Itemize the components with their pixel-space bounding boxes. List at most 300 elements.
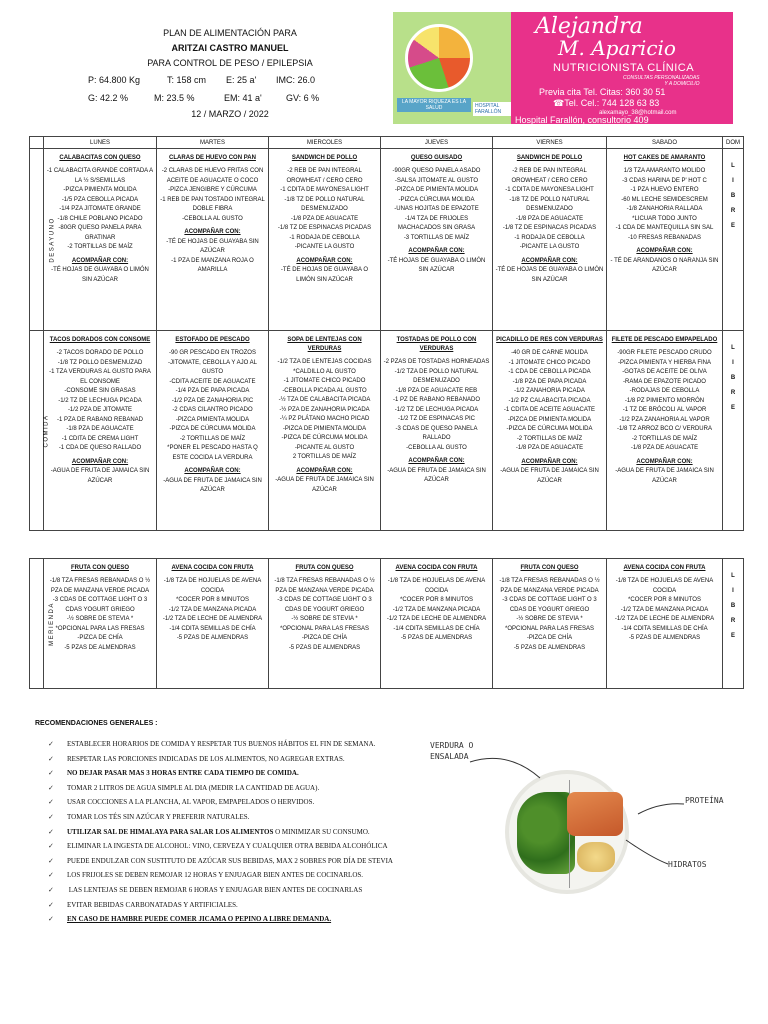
libre-letter: E (730, 223, 735, 229)
recommendation-item (48, 913, 478, 928)
stat-imc: IMC: 26.0 (276, 75, 316, 85)
dish-name: PICADILLO DE RES CON VERDURAS (496, 337, 603, 343)
meal-cell (157, 331, 269, 531)
ingredient-item: -5 PZAS DE ALMENDRAS (628, 635, 701, 641)
ingredient-item: -2 TORTILLAS DE MAÍZ (179, 435, 246, 442)
ingredient-item: -1/2 TZA DE MANZANA PICADA (620, 606, 709, 613)
ingredient-item: -2 CDAS CILANTRO PICADO (172, 407, 253, 413)
ingredient-item: -2 TORTILLAS DE MAÍZ (631, 435, 698, 442)
meal-row-desayuno (30, 149, 744, 331)
meal-cell (269, 149, 381, 331)
ingredient-item: -1/8 CHILE POBLANO PICADO (57, 215, 143, 222)
ingredient-item: -5 PZAS DE ALMENDRAS (513, 644, 586, 651)
ingredient-item: -1 CDA DE QUESO RALLADO (58, 445, 142, 451)
meal-cell (381, 149, 493, 331)
dish-name: TOSTADAS DE POLLO CON VERDURAS (396, 337, 477, 352)
meal-cell (493, 559, 607, 689)
logo-email: alexamayo_38@hotmail.com (599, 110, 677, 116)
ingredient-item: -SALSA JITOMATE AL GUSTO (394, 177, 479, 184)
libre-letter: E (730, 633, 735, 639)
ingredient-item: -1 REB DE PAN TOSTADO INTEGRAL DOBLE FIBRA (160, 196, 265, 212)
ingredient-item: -PIZCA DE CHÍA (526, 635, 573, 641)
recommendation-text: ELIMINAR LA INGESTA DE ALCOHOL: VINO, CERVEZA Y CUALQUIER OTRA BEBIDA ALCOHÓLICA (67, 842, 388, 851)
ingredient-item: -PIZCA DE CÚRCUMA MOLIDA (281, 435, 368, 441)
recommendation-item (48, 796, 478, 811)
day-header-row (30, 137, 744, 149)
dish-name: SOPA DE LENTEJAS CON VERDURAS (287, 337, 362, 352)
dish-name: FILETE DE PESCADO EMPAPELADO (611, 337, 718, 343)
libre-letter: I (732, 360, 734, 366)
ingredient-item: -1/2 TZA DE LECHE DE ALMENDRA (162, 616, 263, 622)
ingredient-item: -2 REB DE PAN INTEGRAL OROWHEAT / CERO CERO (286, 168, 363, 184)
recommendation-item (48, 840, 478, 855)
ingredient-item: -1/8 TZA FRESAS REBANADAS O ½ PZA DE MANZANA VERDE PICADA (499, 578, 600, 594)
libre-letter: I (732, 178, 734, 184)
recommendation-item (48, 753, 478, 768)
ingredient-item: -PIZCA DE CHÍA (77, 635, 123, 641)
ingredient-item: -10 FRESAS REBANADAS (627, 234, 702, 241)
ingredient-item: -40 GR DE CARNE MOLIDA (511, 350, 588, 356)
ingredient-item: -1 CDITA DE MAYONESA LIGHT (505, 187, 594, 193)
libre-letter: B (730, 375, 736, 381)
ingredient-item: -2 CLARAS DE HUEVO FRITAS CON ACEITE DE AGUACATE O COCO (161, 168, 264, 184)
meal-cell (381, 559, 493, 689)
meal-cell (607, 559, 723, 689)
meal-cell (44, 331, 157, 531)
recommendation-item (48, 869, 478, 884)
logo-title: NUTRICIONISTA CLÍNICA (553, 62, 695, 74)
stat-age: E: 25 a' (226, 75, 257, 85)
accompaniment-text: -AGUA DE FRUTA DE JAMAICA SIN AZÚCAR (387, 467, 486, 483)
meal-cell (44, 149, 157, 331)
ingredient-item: -1 CALABACITA GRANDE CORTADA A LA ½ S/SEMILLAS (46, 168, 154, 184)
ingredient-item: -1/8 TZA DE HOJUELAS DE AVENA COCIDA (387, 578, 486, 594)
label-carbs: HIDRATOS (668, 860, 707, 869)
ingredient-item: -1 CDITA DE CREMA LIGHT (61, 435, 139, 442)
meal-cell (269, 331, 381, 531)
ingredient-item: -1/5 PZA CEBOLLA PICADA (61, 196, 139, 203)
accompaniment-text: - TÉ DE ARANDANOS O NARANJA SIN AZÚCAR (610, 257, 719, 273)
ingredient-item: -1 CDA DE MANTEQUILLA SIN SAL (615, 225, 714, 231)
meal-label-text: DESAYUNO (49, 216, 56, 263)
ingredient-item: -1/2 TZA DE POLLO NATURAL DESMENUZADO (394, 368, 479, 384)
recommendation-text: NO DEJAR PASAR MAS 3 HORAS ENTRE CADA TIEMPO DE COMIDA. (67, 769, 299, 778)
ingredient-item: -1/2 PZA DE JITOMATE (67, 407, 133, 413)
accompaniment-text: -TÉ HOJAS DE GUAYABA O LIMÓN SIN AZÚCAR (387, 257, 486, 273)
recommendation-text: LAS LENTEJAS SE DEBEN REMOJAR 6 HORAS Y ENJUAGAR BIEN ANTES DE COCINARLAS (67, 885, 363, 894)
ingredient-item: -3 CDAS DE COTTAGE LIGHT O 3 CDAS DE YOGURT GRIEGO (277, 597, 372, 613)
dish-name: FRUTA CON QUESO (71, 565, 129, 571)
arrow-carbs-icon (622, 838, 672, 868)
dish-name: HOT CAKES DE AMARANTO (623, 155, 706, 161)
check-icon: ✓ (48, 885, 54, 894)
nutritionist-logo (393, 12, 733, 124)
ingredient-item: 2 TORTILLAS DE MAÍZ (292, 454, 357, 460)
accompaniment-label: ACOMPAÑAR CON: (296, 257, 353, 264)
accompaniment-text: -AGUA DE FRUTA DE JAMAICA SIN AZÚCAR (500, 468, 599, 484)
ingredient-item: -CEBOLLA AL GUSTO (406, 444, 467, 451)
ingredient-item: -1/2 TZA DE MANZANA PICADA (168, 606, 257, 613)
ingredient-item: -PICANTE LA GUSTO (294, 244, 355, 250)
ingredient-item: -PIZCA CÚRCUMA MOLIDA (398, 196, 475, 203)
recommendation-text: LOS FRIJOLES SE DEBEN REMOJAR 12 HORAS Y ENJUAGAR BIEN ANTES DE COCINARLOS. (67, 871, 364, 880)
stat-metabolic-age: EM: 41 a' (224, 93, 262, 103)
dish-name: AVENA COCIDA CON FRUTA (171, 565, 254, 571)
ingredient-item: -JITOMATE, CEBOLLA Y AJO AL GUSTO (168, 359, 257, 375)
check-icon: ✓ (48, 856, 54, 865)
meal-row-comida (30, 331, 744, 531)
dish-name: CALABACITAS CON QUESO (59, 155, 141, 161)
ingredient-item: -90GR QUESO PANELA ASADO (392, 168, 481, 174)
day-saturday: SABADO (607, 137, 723, 149)
ingredient-item: -PIZCA DE CHÍA (301, 635, 348, 641)
meal-label (30, 149, 56, 331)
dish-name: TACOS DORADOS CON CONSOME (49, 337, 151, 343)
ingredient-item: -½ PZA DE ZANAHORIA PICADA (279, 406, 370, 413)
arrow-vegetables-icon (468, 748, 568, 788)
recommendation-text-rest: O MINIMIZAR SU CONSUMO. (273, 827, 370, 836)
day-monday: LUNES (44, 137, 157, 149)
ingredient-item: -1 TZA VERDURAS AL GUSTO PARA EL CONSOME (49, 369, 151, 385)
recommendation-text: PUEDE ENDULZAR CON SUSTITUTO DE AZÚCAR SUS BEBIDAS, MAX 2 SOBRES POR DÍA DE STEVIA (67, 856, 393, 865)
accompaniment-label: ACOMPAÑAR CON: (408, 458, 465, 464)
meal-cell (44, 559, 157, 689)
ingredient-item: -PIZCA DE CÚRCUMA MOLIDA (506, 426, 593, 432)
stat-muscle: M: 23.5 % (154, 93, 195, 103)
ingredient-item: -CDITA ACEITE DE AGUACATE (169, 378, 256, 385)
ingredient-item: -1/8 TZ POLLO DESMENUZAD (57, 359, 143, 366)
check-icon: ✓ (48, 842, 54, 851)
ingredient-item: *PONER EL PESCADO HASTA Q ESTE COCIDA LA VERDURA (167, 445, 258, 461)
ingredient-item: -2 REB DE PAN INTEGRAL OROWHEAT / CERO CERO (511, 168, 588, 184)
recommendation-text: TOMAR LOS TÉS SIN AZÚCAR Y PREFERIR NATURALES. (67, 812, 250, 821)
day-tuesday: MARTES (157, 137, 269, 149)
dish-name: FRUTA CON QUESO (520, 565, 579, 571)
meal-plan-table (29, 136, 744, 531)
ingredient-item: -3 CDAS HARINA DE P' HOT C (622, 177, 707, 184)
accompaniment-text: -AGUA DE FRUTA DE JAMAICA SIN AZÚCAR (163, 477, 262, 493)
ingredient-item: -PIZCA JENGIBRE Y CÚRCUMA (168, 187, 257, 193)
ingredient-item: -1/8 TZ DE POLLO NATURAL DESMENUZADO (284, 196, 365, 212)
logo-name-first: Alejandra (535, 14, 643, 39)
ingredient-item: -2 PZAS DE TOSTADAS HORNEADAS (383, 359, 490, 365)
ingredient-item: -GOTAS DE ACEITE DE OLIVA (622, 369, 707, 375)
ingredient-item: -UNAS HOJITAS DE EPAZOTE (394, 206, 479, 212)
ingredient-item: -1/8 PZA DE AGUACATE (515, 445, 584, 451)
ingredient-item: *OPCIONAL PARA LAS FRESAS (279, 625, 370, 632)
logo-subtitle (623, 75, 700, 87)
ingredient-item: -1/2 PZA ZANAHORIA AL VAPOR (619, 416, 710, 423)
libre-letter: B (730, 603, 736, 609)
accompaniment-label: ACOMPAÑAR CON: (521, 458, 578, 465)
libre-letter: B (730, 193, 736, 199)
ingredient-item: -1 PZA HUEVO ENTERO (630, 187, 699, 193)
ingredient-item: -PIZCA PIMIENTA MOLIDA (63, 187, 137, 193)
ingredient-item: -1 RODAJA DE CEBOLLA (514, 234, 585, 241)
plan-date: 12 / MARZO / 2022 (191, 109, 269, 119)
check-icon: ✓ (48, 740, 54, 748)
meal-label (30, 559, 55, 689)
accompaniment-label: ACOMPAÑAR CON: (521, 257, 578, 264)
accompaniment-label: ACOMPAÑAR CON: (636, 248, 693, 254)
libre-letter: R (730, 390, 736, 396)
ingredient-item: -1/2 TZ DE ESPINACAS PIC (398, 416, 475, 422)
accompaniment-label: ACOMPAÑAR CON: (71, 458, 129, 465)
ingredient-item: -RODAJAS DE CEBOLLA (629, 388, 700, 394)
ingredient-item: -1/4 PZA DE PAPA PICADA (175, 388, 250, 394)
ingredient-item: -PIZCA DE PIMIENTA MOLIDA (282, 425, 367, 432)
ingredient-item: *COCER POR 8 MINUTOS (628, 597, 701, 603)
ingredient-item: -1/2 TZ DE LECHUGA PICADA (58, 397, 142, 404)
day-friday: VIERNES (493, 137, 607, 149)
accompaniment-label: ACOMPAÑAR CON: (296, 467, 353, 474)
dish-name: FRUTA CON QUESO (295, 565, 354, 571)
ingredient-item: -1/2 ZANAHORIA PICADA (514, 388, 585, 394)
recommendation-item (48, 826, 478, 841)
ingredient-item: -1/8 TZA FRESAS REBANADAS O ½ PZA DE MANZANA VERDE PICADA (274, 578, 375, 594)
ingredient-item: -5 PZAS DE ALMENDRAS (288, 644, 361, 651)
dish-name: AVENA COCIDA CON FRUTA (623, 565, 706, 571)
check-icon: ✓ (48, 812, 54, 821)
recommendation-item (48, 782, 478, 797)
ingredient-item: -PIZCA PIMIENTA Y HIERBA FINA (617, 359, 712, 366)
ingredient-item: -1/8 PZA DE AGUACATE (290, 215, 359, 222)
recommendation-item (48, 767, 478, 782)
label-vegetables: VERDURA O ENSALADA (430, 741, 474, 761)
day-thursday: JUEVES (381, 137, 493, 149)
ingredient-item: -1/8 PZA DE AGUACATE (630, 445, 699, 451)
libre-letter: I (732, 588, 734, 594)
accompaniment-label: ACOMPAÑAR CON: (636, 458, 693, 465)
ingredient-item: -1 JITOMATE CHICO PICADO (283, 378, 366, 384)
ingredient-item: -1/8 PZ PIMIENTO MORRÓN (624, 397, 705, 404)
recommendation-text: USAR COCCIONES A LA PLANCHA, AL VAPOR, EMPAPELADOS O HERVIDOS. (67, 798, 315, 807)
meal-label (30, 331, 50, 531)
accompaniment-text: -TÉ DE HOJAS DE GUAYABA O LIMÓN SIN AZÚCAR (495, 267, 604, 283)
ingredient-item: -1/2 PZ CALABACITA PICADA (508, 397, 591, 404)
logo-food-image (393, 12, 511, 124)
ingredient-item: -CONSOME SIN GRASAS (64, 388, 136, 394)
ingredient-item: -3 CDAS DE COTTAGE LIGHT O 3 CDAS YOGURT GRIEGO (52, 597, 148, 613)
ingredient-item: -1/8 TZA DE HOJUELAS DE AVENA COCIDA (163, 578, 262, 594)
stat-fat: G: 42.2 % (88, 93, 129, 103)
carbs-portion (577, 842, 615, 872)
meal-cell (269, 559, 381, 689)
ingredient-item: -¼ PZ PLÁTANO MACHO PICAD (279, 416, 370, 422)
recommendations-list (48, 738, 478, 928)
accompaniment-text: -TÉ DE HOJAS DE GUAYABA O LIMÓN SIN AZÚCAR (280, 267, 369, 283)
arrow-protein-icon (636, 800, 686, 820)
ingredient-item: -60 ML LECHE SEMIDESCREM (621, 196, 708, 203)
recommendation-item (48, 884, 478, 899)
check-icon: ✓ (48, 798, 54, 807)
accompaniment-text: -AGUA DE FRUTA DE JAMAICA SIN AZÚCAR (50, 468, 150, 484)
meal-cell (381, 331, 493, 531)
ingredient-item: -5 PZAS DE ALMENDRAS (64, 644, 136, 651)
plan-purpose: PARA CONTROL DE PESO / EPILEPSIA (147, 58, 313, 68)
ingredient-item: -1/2 TZA DE LECHE DE ALMENDRA (386, 616, 487, 622)
ingredient-item: -5 PZAS DE ALMENDRAS (400, 635, 473, 641)
check-icon: ✓ (48, 754, 54, 763)
recommendation-text: TOMAR 2 LITROS DE AGUA SIMPLE AL DIA (MEDIR LA CANTIDAD DE AGUA). (67, 783, 320, 792)
dish-name: QUESO GUISADO (410, 155, 463, 161)
ingredient-item: -RAMA DE EPAZOTE PICADO (623, 378, 706, 385)
plate-illustration (505, 770, 629, 894)
recommendation-item (48, 738, 478, 753)
recommendation-item (48, 899, 478, 914)
ingredient-item: *COCER POR 8 MINUTOS (400, 597, 473, 603)
ingredient-item: -½ SOBRE DE STEVIA * (291, 616, 358, 622)
ingredient-item: -1 CDA DE CEBOLLA PICADA (508, 369, 591, 375)
day-wednesday: MIERCOLES (269, 137, 381, 149)
ingredient-item: -1/4 CDITA SEMILLAS DE CHÍA (393, 625, 480, 632)
meal-row-merienda (30, 559, 744, 689)
accompaniment-label: ACOMPAÑAR CON: (71, 257, 129, 264)
ingredient-item: -1 CDITA DE ACEITE AGUACATE (503, 407, 596, 413)
check-icon: ✓ (48, 769, 54, 778)
plan-header (60, 26, 400, 71)
ingredient-item: -1/8 TZA FRESAS REBANADAS O ½ PZA DE MANZANA VERDE PICADA (49, 578, 151, 594)
ingredient-item: -1/4 CDITA SEMILLAS DE CHÍA (169, 625, 256, 632)
ingredient-item: -1/8 TZA DE HOJUELAS DE AVENA COCIDA (615, 578, 714, 594)
recommendation-item (48, 855, 478, 870)
recommendation-text: EN CASO DE HAMBRE PUEDE COMER JICAMA O PEPINO A LIBRE DEMANDA. (67, 915, 332, 924)
ingredient-item: -1 JITOMATE CHICO PICADO (508, 359, 591, 366)
stat-weight: P: 64.800 Kg (88, 75, 141, 85)
dish-name: AVENA COCIDA CON FRUTA (395, 565, 478, 571)
libre-letter: E (730, 405, 735, 411)
logo-phone: ☎Tel. Cel.: 744 128 63 83 (553, 98, 660, 108)
day-sunday: DOM (723, 137, 744, 149)
accompaniment-text: -TÉ DE HOJAS DE GUAYABA SIN AZÚCAR -1 PZA DE MANZANA ROJA O AMARILLA (166, 238, 259, 273)
corner-cell (30, 137, 44, 149)
logo-tagline: LA MAYOR RIQUEZA ES LA SALUD (397, 98, 471, 112)
ingredient-item: -1/8 PZA DE PAPA PICADA (512, 378, 587, 385)
ingredient-item: -PIZCA PIMIENTA MOLIDA (175, 416, 250, 423)
accompaniment-label: ACOMPAÑAR CON: (184, 468, 241, 474)
logo-address: Hospital Farallón, consultorio 409 (515, 115, 649, 124)
ingredient-item: -PIZCA DE PIMIENTA MOLIDA (507, 416, 592, 423)
logo-name-last: M. Aparicio (558, 36, 676, 60)
ingredient-item: -1/8 TZ ARROZ BCO C/ VERDURA (617, 426, 712, 432)
ingredient-item: -PIZCA DE CÚRCUMA MOLIDA (169, 426, 256, 432)
ingredient-item: -1/2 TZA DE LECHE DE ALMENDRA (614, 616, 715, 622)
patient-name: ARITZAI CASTRO MANUEL (171, 43, 289, 53)
ingredient-item: -1/8 PZA DE AGUACATE (515, 215, 584, 222)
meal-cell (607, 331, 723, 531)
sunday-free-cell (723, 559, 744, 689)
recommendation-text: ESTABLECER HORARIOS DE COMIDA Y RESPETAR TUS BUENOS HÁBITOS EL FIN DE SEMANA. (67, 740, 376, 748)
ingredient-item: -1 PZ DE RABANO REBANADO (392, 397, 481, 403)
snack-table (29, 558, 744, 689)
ingredient-item: -80GR QUESO PANELA PARA GRATINAR (58, 225, 142, 241)
stat-height: T: 158 cm (167, 75, 207, 85)
ingredient-item: -1/4 CDITA SEMILLAS DE CHÍA (621, 625, 708, 632)
ingredient-item: -1/2 PZA DE ZANAHORIA PIC (171, 397, 254, 404)
food-plate-icon (405, 24, 473, 92)
libre-letter: R (730, 618, 736, 624)
ingredient-item: -1/2 TZA DE MANZANA PICADA (392, 606, 481, 613)
ingredient-item: -1 RODAJA DE CEBOLLA (289, 234, 360, 241)
sunday-free-cell (723, 149, 744, 331)
label-protein: PROTEÍNA (685, 796, 724, 805)
ingredient-item: -PICANTE LA GUSTO (519, 244, 580, 250)
logo-subtitle-1: CONSULTAS PERSONALIZADAS (623, 75, 700, 81)
ingredient-item: -½ SOBRE DE STEVIA * (516, 616, 583, 622)
ingredient-item: -½ TZA DE CALABACITA PICADA (278, 397, 371, 403)
dish-name: SANDWICH DE POLLO (516, 155, 583, 161)
ingredient-item: -1 CDITA DE MAYONESA LIGHT (280, 187, 369, 193)
ingredient-item: -PIZCA DE PIMIENTA MOLIDA (394, 187, 479, 193)
libre-letter: L (731, 163, 735, 169)
dish-name: ESTOFADO DE PESCADO (175, 337, 250, 343)
ingredient-item: -1/8 TZ DE ESPINACAS PICADAS (502, 225, 597, 231)
ingredient-item: -1/8 TZ DE POLLO NATURAL DESMENUZADO (509, 196, 590, 212)
ingredient-item: *OPCIONAL PARA LAS FRESAS (504, 625, 595, 632)
protein-portion (567, 792, 623, 836)
ingredient-item: -90GR FILETE PESCADO CRUDO (617, 350, 712, 356)
check-icon: ✓ (48, 827, 54, 836)
ingredient-item: *COCER POR 8 MINUTOS (176, 597, 249, 603)
meal-cell (493, 149, 607, 331)
ingredient-item: -2 TACOS DORADO DE POLLO (56, 350, 144, 356)
accompaniment-label: ACOMPAÑAR CON: (184, 229, 241, 235)
meal-cell (493, 331, 607, 531)
ingredient-item: -½ SOBRE DE STEVIA * (66, 616, 134, 622)
ingredient-item: -3 TORTILLAS DE MAÍZ (403, 234, 470, 241)
libre-letter: R (730, 208, 736, 214)
ingredient-item: -1/4 PZA JITOMATE GRANDE (59, 206, 141, 212)
ingredient-item: 1/3 TZA AMARANTO MOLIDO (623, 168, 706, 174)
stat-visceral-fat: GV: 6 % (286, 93, 320, 103)
plan-title: PLAN DE ALIMENTACIÓN PARA (163, 28, 297, 38)
sunday-free-cell (723, 331, 744, 531)
ingredient-item: -PICANTE AL GUSTO (294, 444, 355, 451)
ingredient-item: -2 TORTILLAS DE MAÍZ (516, 435, 583, 442)
ingredient-item: -1/8 TZ DE ESPINACAS PICADAS (277, 225, 372, 231)
meal-cell (157, 149, 269, 331)
recommendation-text: EVITAR BEBIDAS CARBONATADAS Y ARTIFICIALES. (67, 900, 238, 909)
ingredient-item: *OPCIONAL PARA LAS FRESAS (55, 625, 145, 632)
libre-letter: L (731, 345, 735, 351)
ingredient-item: -1/8 PZA DE AGUACATE (66, 426, 134, 432)
ingredient-item: -90 GR PESCADO EN TROZOS (169, 350, 256, 356)
meal-label-text: COMIDA (43, 414, 50, 447)
ingredient-item: *CALDILLO AL GUSTO (293, 368, 356, 375)
accompaniment-label: ACOMPAÑAR CON: (408, 248, 465, 254)
recommendation-text: UTILIZAR SAL DE HIMALAYA PARA SALAR LOS ALIMENTOS (67, 827, 274, 836)
check-icon: ✓ (48, 783, 54, 792)
recommendations-title: RECOMENDACIONES GENERALES : (35, 720, 158, 727)
meal-cell (157, 559, 269, 689)
meal-label-text: MERIENDA (48, 601, 55, 646)
recommendation-item (48, 811, 478, 826)
accompaniment-text: -TÉ HOJAS DE GUAYABA O LIMÓN SIN AZÚCAR (51, 267, 149, 283)
ingredient-item: -5 PZAS DE ALMENDRAS (176, 635, 249, 641)
recommendation-text: RESPETAR LAS PORCIONES INDICADAS DE LOS ALIMENTOS, NO AGREGAR EXTRAS. (67, 754, 345, 763)
meal-cell (607, 149, 723, 331)
check-icon: ✓ (48, 871, 54, 880)
ingredient-item: -1/8 ZANAHORIA RALLADA (626, 206, 703, 212)
ingredient-item: -1/2 TZA DE LENTEJAS COCIDAS (277, 359, 372, 365)
ingredient-item: -2 TORTILLAS DE MAÍZ (67, 244, 133, 250)
ingredient-item: -3 CDAS DE QUESO PANELA RALLADO (395, 425, 478, 441)
ingredient-item: -1/2 TZ DE LECHUGA PICADA (394, 406, 479, 413)
ingredient-item: -3 CDAS DE COTTAGE LIGHT O 3 CDAS DE YOGURT GRIEGO (502, 597, 597, 613)
hospital-logo: HOSPITAL FARALLÓN (473, 102, 511, 116)
ingredient-item: -1/8 PZA DE AGUACATE REB (395, 387, 478, 394)
ingredient-item: -1 TZ DE BRÓCOLI AL VAPOR (622, 407, 707, 413)
